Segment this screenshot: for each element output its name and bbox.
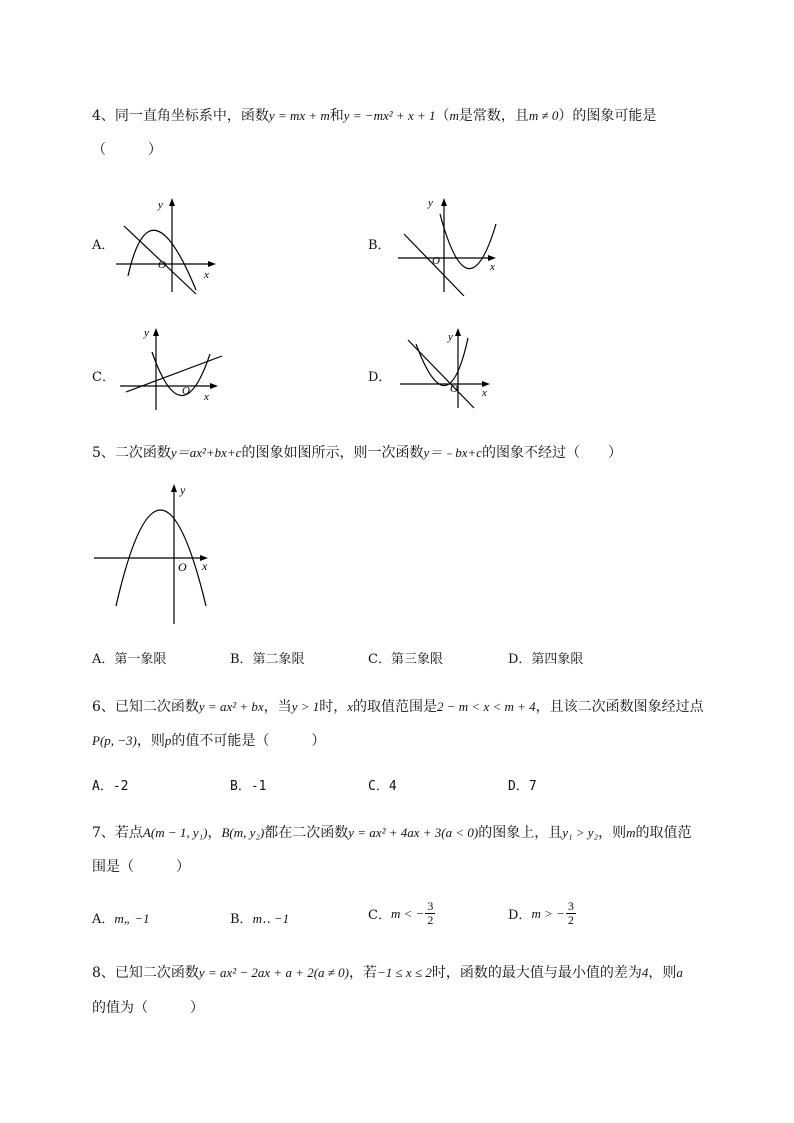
origin-label: O <box>432 255 440 267</box>
q4-condition: m ≠ 0 <box>528 108 559 123</box>
q4-option-c-graph <box>116 320 228 410</box>
q6-range: 2 − m < x < m + 4 <box>437 699 536 714</box>
q7-text: 的取值范 <box>635 825 692 841</box>
q8-number: 4 <box>641 965 649 980</box>
fraction <box>566 900 576 927</box>
option-label: D． <box>508 908 532 923</box>
q5-formula-line: y＝﹣bx+c <box>423 445 483 460</box>
origin-label: O <box>158 259 166 271</box>
q8-text: 8、已知二次函数 <box>92 965 199 981</box>
q5-option-d: D．第四象限 <box>508 652 584 667</box>
option-label: A． <box>92 912 115 927</box>
q4-option-a-label: A． <box>92 238 115 253</box>
q5-option-b: B．第二象限 <box>230 652 305 667</box>
q6-line1 <box>92 697 704 717</box>
option-expr: m‥ −1 <box>252 911 290 926</box>
q6-formula: y = ax² + bx <box>198 699 264 714</box>
q5-formula-parabola: y＝ax²+bx+c <box>170 445 242 460</box>
q6-option-b: B．-1 <box>230 779 267 794</box>
q4-line1 <box>92 106 656 126</box>
q5-line1 <box>92 443 622 463</box>
q6-text: 的取值范围是 <box>353 699 438 715</box>
q7-point-b: B(m, y₂) <box>221 825 265 840</box>
y-axis-label: y <box>158 199 163 211</box>
q5-text: 的图象不经过（ ） <box>482 445 623 461</box>
q7-point-a: A(m − 1, y₁) <box>142 825 208 840</box>
q8-var-a: a <box>676 965 683 980</box>
q4-text: （ <box>435 108 450 124</box>
x-axis-label: x <box>490 261 495 273</box>
q7-text: 的图象上，且 <box>478 825 563 841</box>
q4-formula-parabola: y = −mx² + x + 1 <box>343 108 436 123</box>
q4-option-b-graph <box>394 192 504 296</box>
q4-text: 是常数，且 <box>458 108 529 124</box>
x-axis-label: x <box>204 391 209 403</box>
q6-text: ，当 <box>263 699 292 715</box>
q6-text: ，则 <box>136 733 165 749</box>
q4-text: 和 <box>329 108 344 124</box>
x-axis-label: x <box>482 387 487 399</box>
q8-condition: −1 ≤ x ≤ 2 <box>377 965 432 980</box>
q6-text: 的值不可能是（ ） <box>171 733 326 749</box>
q7-option-b <box>230 908 289 927</box>
origin-label: O <box>178 560 187 574</box>
q8-formula: y = ax² − 2ax + a + 2(a ≠ 0) <box>198 965 350 980</box>
option-expr: m < − <box>390 905 425 921</box>
q6-option-d: D．7 <box>508 779 537 794</box>
q7-option-d <box>508 900 576 927</box>
q4-text: 4、同一直角坐标系中，函数 <box>92 108 269 124</box>
y-axis-label: y <box>448 331 453 343</box>
option-expr: m > − <box>531 905 565 921</box>
q7-text: 7、若点 <box>92 825 143 841</box>
q6-line2 <box>92 731 325 751</box>
q4-option-b-label: B． <box>368 238 391 253</box>
q4-option-c-label: C． <box>92 370 115 385</box>
q4-formula-line: y = mx + m <box>268 108 330 123</box>
q6-text: 时， <box>319 699 348 715</box>
q7-text: ，则 <box>598 825 627 841</box>
option-label: B． <box>230 912 253 927</box>
option-expr: m„ −1 <box>114 911 150 926</box>
denominator: 2 <box>567 913 574 927</box>
option-label: C． <box>368 908 391 923</box>
q7-option-c <box>368 900 435 927</box>
y-axis-label: y <box>180 483 186 497</box>
q8-text: ，则 <box>648 965 677 981</box>
q4-answer-blank: （ ） <box>92 142 162 158</box>
q4-option-d-graph <box>398 324 502 410</box>
q6-var-p: p <box>164 733 172 748</box>
q7-var-m: m <box>626 825 636 840</box>
q6-option-a: A．-2 <box>92 779 129 794</box>
origin-label: O <box>182 385 190 397</box>
fraction <box>425 900 435 927</box>
q6-var-x: x <box>347 699 354 714</box>
q4-var-m: m <box>449 108 459 123</box>
q7-text: 都在二次函数 <box>264 825 349 841</box>
x-axis-label: x <box>202 559 208 573</box>
q6-option-c: C．4 <box>368 779 397 794</box>
q7-line2: 围是（ ） <box>92 859 190 875</box>
q6-point: P(p, −3) <box>92 733 137 748</box>
q5-option-c: C．第三象限 <box>368 652 443 667</box>
q5-option-a: A．第一象限 <box>92 652 167 667</box>
q6-text: 6、已知二次函数 <box>92 699 199 715</box>
y-axis-label: y <box>144 327 149 339</box>
q7-option-a <box>92 908 150 927</box>
q5-text: 的图象如图所示，则一次函数 <box>241 445 424 461</box>
q6-condition: y > 1 <box>291 699 320 714</box>
q7-inequality: y₁ > y₂ <box>562 825 599 840</box>
numerator: 3 <box>567 899 574 913</box>
q7-line1 <box>92 823 691 843</box>
q7-formula: y = ax² + 4ax + 3(a < 0) <box>348 825 479 840</box>
x-axis-label: x <box>204 269 209 281</box>
origin-label: O <box>450 383 458 395</box>
q4-option-d-label: D． <box>368 370 392 385</box>
q8-line2: 的值为（ ） <box>92 1000 204 1016</box>
numerator: 3 <box>427 899 434 913</box>
denominator: 2 <box>427 913 434 927</box>
q8-line1 <box>92 963 683 983</box>
q6-text: ，且该二次函数图象经过点 <box>535 699 704 715</box>
q7-text: ， <box>207 825 222 841</box>
y-axis-label: y <box>428 197 433 209</box>
q8-text: 时，函数的最大值与最小值的差为 <box>431 965 642 981</box>
q4-option-a-graph <box>108 192 226 296</box>
q5-graph <box>92 478 220 626</box>
q8-text: ，若 <box>349 965 378 981</box>
q4-text: ）的图象可能是 <box>558 108 657 124</box>
q5-text: 5、二次函数 <box>92 445 171 461</box>
